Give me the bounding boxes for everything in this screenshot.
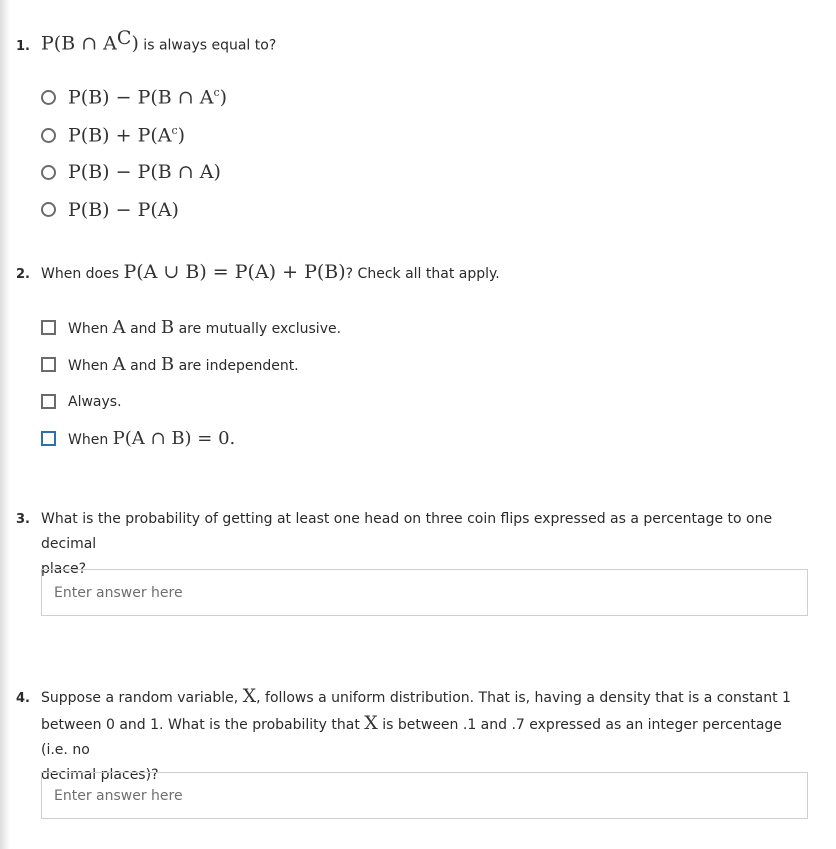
option-label: $P(B) + P(A^c)$: [68, 123, 186, 147]
checkbox-option[interactable]: [41, 420, 809, 457]
radio-button[interactable]: [41, 90, 56, 105]
option-label: P(B) − P(B ∩ A): [68, 161, 221, 184]
option-label: When A and B are mutually exclusive.: [68, 317, 342, 338]
option-label: Always.: [68, 393, 122, 410]
question-number: 4.: [16, 691, 30, 706]
question-prompt: Suppose a random variable, X, follows a uniform distribution. That is, having a density that is a constant 1 between 0 and 1. What is the probability that X is between .1 and .7 expressed as an integer percentage (i.e. no decimal places)?: [41, 685, 791, 783]
question-1: [16, 26, 809, 229]
option-label: P(B) − P(A): [68, 198, 179, 221]
question-1-header: [16, 26, 809, 59]
checkbox-option[interactable]: [41, 309, 809, 346]
question-number: 2.: [16, 267, 30, 282]
question-2: [16, 260, 809, 457]
question-prompt: When does P(A ∪ B) = P(A) + P(B)? Check all that apply.: [41, 261, 500, 283]
checkbox-option[interactable]: [41, 346, 809, 383]
checkbox-option[interactable]: [41, 383, 809, 420]
checkbox[interactable]: [41, 394, 56, 409]
answer-input-q4[interactable]: Enter answer here: [41, 772, 808, 819]
answer-input-q3[interactable]: Enter answer here: [41, 569, 808, 616]
left-edge-shadow: [0, 0, 10, 849]
radio-option[interactable]: [41, 79, 809, 117]
question-2-header: [16, 260, 809, 287]
radio-button[interactable]: [41, 202, 56, 217]
radio-option[interactable]: [41, 117, 809, 154]
option-label: When P(A ∩ B) = 0.: [68, 428, 236, 449]
radio-button[interactable]: [41, 128, 56, 143]
option-label: P(B) − P(B ∩ $A^c$): [68, 86, 228, 109]
radio-button[interactable]: [41, 165, 56, 180]
radio-option[interactable]: [41, 154, 809, 191]
radio-option[interactable]: [41, 191, 809, 229]
question-number: 1.: [16, 38, 30, 54]
checkbox[interactable]: [41, 357, 56, 372]
checkbox[interactable]: [41, 320, 56, 335]
question-prompt: P(B ∩ $A^C$) is always equal to?: [41, 27, 277, 55]
question-prompt: What is the probability of getting at least one head on three coin flips expressed as a percentage to one decimal place?: [41, 511, 773, 577]
option-label: When A and B are independent.: [68, 354, 299, 375]
question-number: 3.: [16, 512, 30, 527]
checkbox[interactable]: [41, 431, 56, 446]
